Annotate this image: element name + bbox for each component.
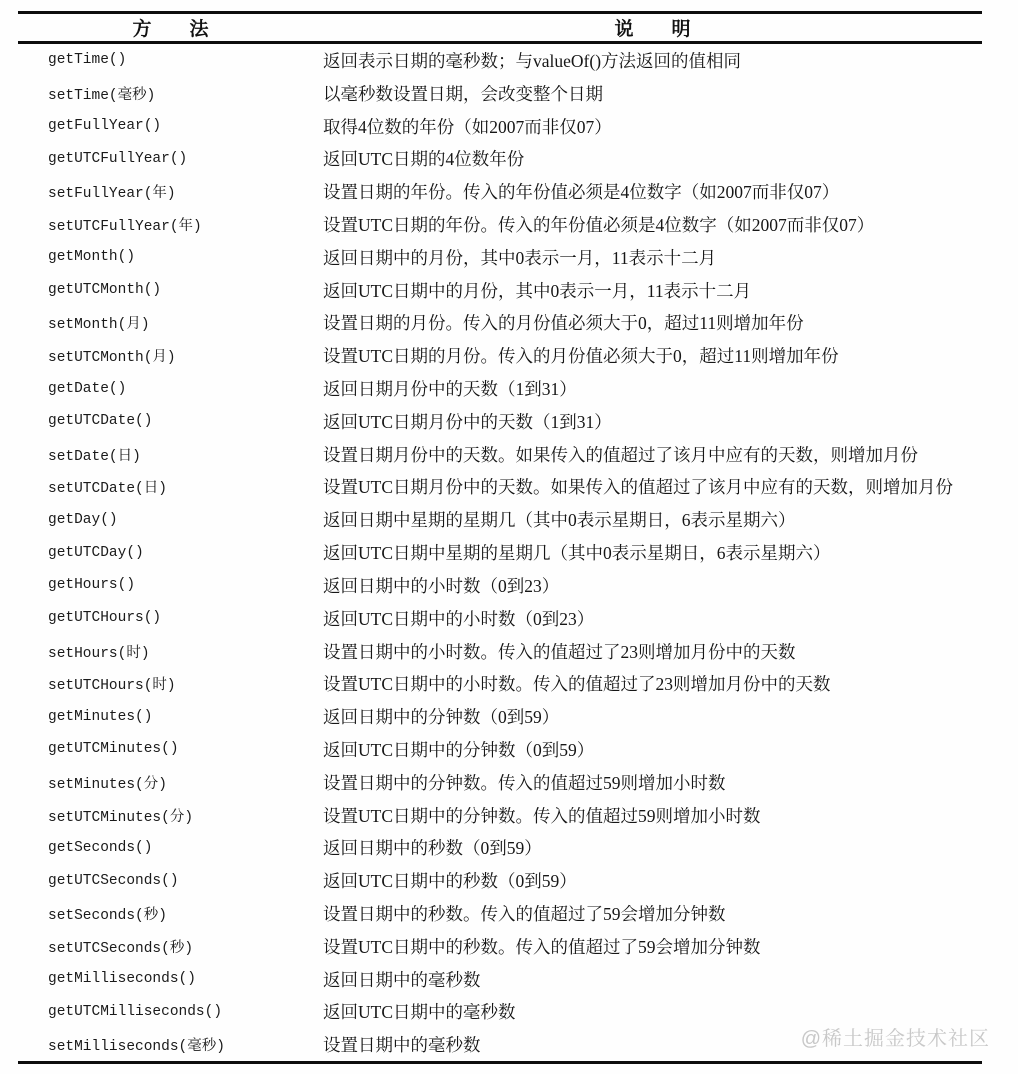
- method-cell: setDate(日): [48, 448, 141, 465]
- method-cell: getUTCMonth(): [48, 282, 162, 299]
- method-cell: getDay(): [48, 511, 118, 528]
- method-cell: getUTCDate(): [48, 413, 153, 430]
- method-cell: getUTCDay(): [48, 544, 144, 561]
- method-cell: getMonth(): [48, 249, 136, 266]
- method-cell: getDate(): [48, 380, 127, 397]
- table-row: [18, 667, 982, 700]
- description-cell: 设置日期中的分钟数。传入的值超过59则增加小时数: [323, 772, 726, 793]
- description-cell: 设置UTC日期中的小时数。传入的值超过了23则增加月份中的天数: [323, 674, 831, 695]
- table-row: [18, 471, 982, 504]
- description-cell: 返回表示日期的毫秒数；与valueOf()方法返回的值相同: [323, 50, 742, 71]
- method-cell: setMinutes(分): [48, 776, 167, 793]
- description-cell: 返回UTC日期月份中的天数（1到31）: [323, 411, 612, 432]
- method-cell: getUTCHours(): [48, 610, 162, 627]
- description-cell: 设置日期的月份。传入的月份值必须大于0，超过11则增加年份: [323, 313, 804, 334]
- table-row: [18, 733, 982, 766]
- table-row: [18, 602, 982, 635]
- description-cell: 返回日期中的月份，其中0表示一月，11表示十二月: [323, 247, 717, 268]
- table-row: [18, 405, 982, 438]
- description-cell: 设置日期中的毫秒数: [323, 1035, 481, 1056]
- table-row: [18, 307, 982, 340]
- method-cell: setMilliseconds(毫秒): [48, 1039, 225, 1056]
- method-cell: setUTCHours(时): [48, 678, 176, 695]
- table-row: [18, 44, 982, 77]
- description-cell: 返回日期月份中的天数（1到31）: [323, 379, 577, 400]
- description-cell: 返回日期中的分钟数（0到59）: [323, 707, 560, 728]
- table-row: [18, 110, 982, 143]
- table-row: [18, 930, 982, 963]
- table-row: [18, 963, 982, 996]
- method-cell: getUTCFullYear(): [48, 150, 188, 167]
- method-cell: setHours(时): [48, 645, 150, 662]
- description-cell: 设置日期的年份。传入的年份值必须是4位数字（如2007而非仅07）: [323, 182, 840, 203]
- table-row: [18, 77, 982, 110]
- table-row: [18, 799, 982, 832]
- table-row: [18, 635, 982, 668]
- method-cell: setFullYear(年): [48, 186, 176, 203]
- method-cell: setUTCMinutes(分): [48, 809, 194, 826]
- method-cell: setMonth(月): [48, 317, 150, 334]
- method-cell: getSeconds(): [48, 839, 153, 856]
- table-row: [18, 503, 982, 536]
- table-row: [18, 897, 982, 930]
- method-cell: getUTCMilliseconds(): [48, 1003, 223, 1020]
- description-cell: 返回UTC日期中星期的星期几（其中0表示星期日，6表示星期六）: [323, 543, 831, 564]
- description-cell: 返回UTC日期中的月份，其中0表示一月，11表示十二月: [323, 280, 752, 301]
- table-rows: [18, 44, 982, 1061]
- table-row: [18, 438, 982, 471]
- description-cell: 设置日期月份中的天数。如果传入的值超过了该月中应有的天数，则增加月份: [323, 444, 918, 465]
- description-cell: 以毫秒数设置日期，会改变整个日期: [323, 83, 603, 104]
- description-cell: 设置UTC日期月份中的天数。如果传入的值超过了该月中应有的天数，则增加月份: [323, 477, 953, 498]
- table-row: [18, 339, 982, 372]
- table-row: [18, 142, 982, 175]
- method-cell: getMilliseconds(): [48, 971, 196, 988]
- table-row: [18, 241, 982, 274]
- method-cell: setUTCDate(日): [48, 481, 167, 498]
- method-cell: setSeconds(秒): [48, 908, 167, 925]
- method-cell: getUTCMinutes(): [48, 741, 179, 758]
- description-cell: 返回UTC日期中的秒数（0到59）: [323, 871, 577, 892]
- description-cell: 设置UTC日期的年份。传入的年份值必须是4位数字（如2007而非仅07）: [323, 214, 875, 235]
- method-cell: setUTCSeconds(秒): [48, 940, 194, 957]
- method-cell: setTime(毫秒): [48, 87, 156, 104]
- watermark: @稀土掘金技术社区: [800, 1028, 990, 1050]
- table-row: [18, 864, 982, 897]
- description-cell: 设置UTC日期中的秒数。传入的值超过了59会增加分钟数: [323, 936, 761, 957]
- method-cell: getMinutes(): [48, 708, 153, 725]
- description-cell: 返回UTC日期中的小时数（0到23）: [323, 608, 595, 629]
- table-row: [18, 832, 982, 865]
- description-cell: 设置日期中的秒数。传入的值超过了59会增加分钟数: [323, 904, 726, 925]
- table-row: [18, 766, 982, 799]
- method-cell: getUTCSeconds(): [48, 872, 179, 889]
- description-cell: 返回日期中的秒数（0到59）: [323, 838, 542, 859]
- description-cell: 返回日期中的毫秒数: [323, 969, 481, 990]
- description-column-header: 说 明: [614, 19, 691, 40]
- method-column-header: 方 法: [132, 19, 209, 40]
- description-cell: 取得4位数的年份（如2007而非仅07）: [323, 116, 612, 137]
- method-cell: getHours(): [48, 577, 136, 594]
- description-cell: 返回日期中的小时数（0到23）: [323, 575, 560, 596]
- date-methods-table: [18, 11, 982, 1064]
- method-cell: getFullYear(): [48, 118, 162, 135]
- description-cell: 返回日期中星期的星期几（其中0表示星期日，6表示星期六）: [323, 510, 796, 531]
- table-row: [18, 372, 982, 405]
- table-row: [18, 175, 982, 208]
- method-cell: setUTCFullYear(年): [48, 218, 202, 235]
- table-row: [18, 700, 982, 733]
- method-cell: setUTCMonth(月): [48, 350, 176, 367]
- table-row: [18, 569, 982, 602]
- description-cell: 返回UTC日期中的分钟数（0到59）: [323, 739, 595, 760]
- description-cell: 返回UTC日期中的毫秒数: [323, 1002, 516, 1023]
- table-header-row: [18, 14, 982, 41]
- description-cell: 设置UTC日期的月份。传入的月份值必须大于0，超过11则增加年份: [323, 346, 839, 367]
- description-cell: 返回UTC日期的4位数年份: [323, 149, 525, 170]
- table-row: [18, 536, 982, 569]
- description-cell: 设置UTC日期中的分钟数。传入的值超过59则增加小时数: [323, 805, 761, 826]
- table-bottom-rule: [18, 1061, 982, 1064]
- method-cell: getTime(): [48, 52, 127, 69]
- table-row: [18, 274, 982, 307]
- table-row: [18, 208, 982, 241]
- description-cell: 设置日期中的小时数。传入的值超过了23则增加月份中的天数: [323, 641, 796, 662]
